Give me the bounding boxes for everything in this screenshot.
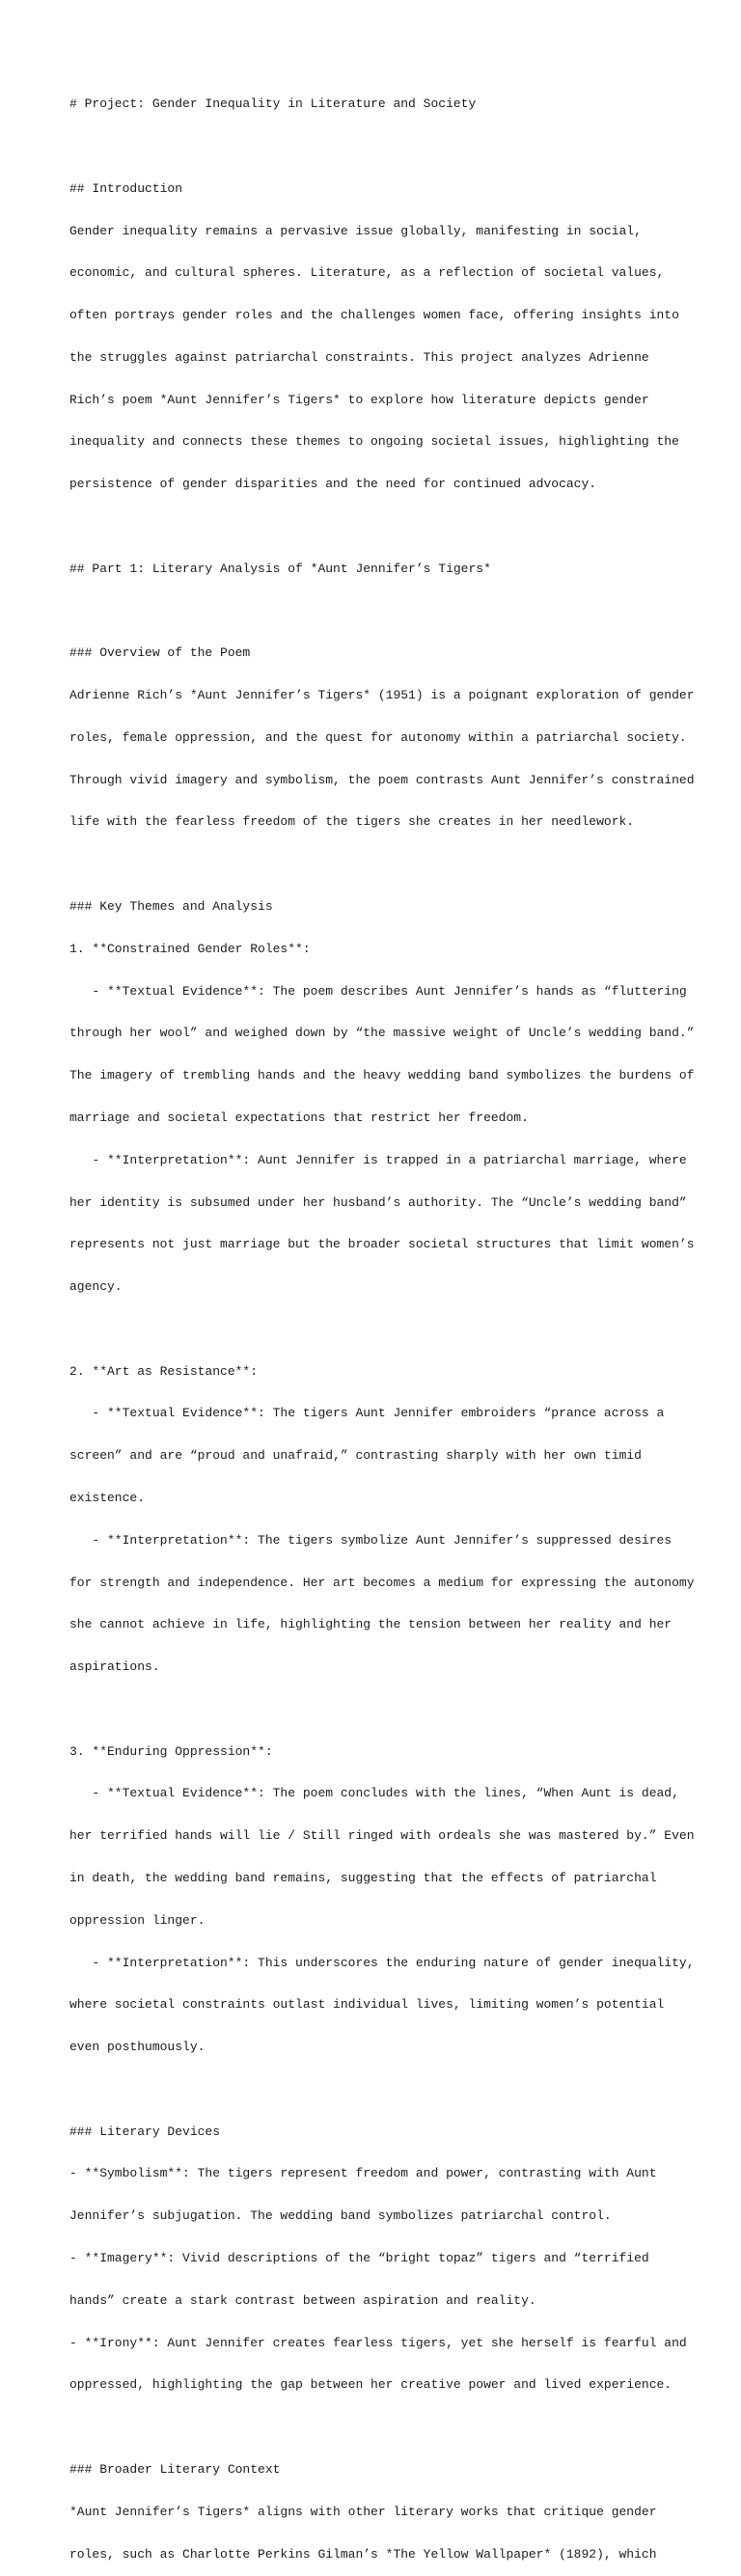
paragraph-line: - **Irony**: Aunt Jennifer creates fearless tigers, yet she herself is fearful and xyxy=(69,2335,687,2350)
list-item-heading: 1. **Constrained Gender Roles**: xyxy=(69,941,311,956)
paragraph-line: The imagery of trembling hands and the heavy wedding band symbolizes the burdens of xyxy=(69,1068,695,1083)
blank-line xyxy=(69,858,687,872)
paragraph-line: her terrified hands will lie / Still ringed with ordeals she was mastered by.” Even xyxy=(69,1828,695,1844)
paragraph-line: in death, the wedding band remains, suggesting that the effects of patriarchal xyxy=(69,1871,657,1885)
paragraph-line: the struggles against patriarchal constraints. This project analyzes Adrienne xyxy=(69,349,649,365)
paragraph-line: persistence of gender disparities and the need for continued advocacy. xyxy=(69,477,597,492)
blank-line xyxy=(69,1703,687,1717)
paragraph-line: - **Interpretation**: This underscores the enduring nature of gender inequality, xyxy=(69,1955,695,1970)
paragraph-line: marriage and societal expectations that restrict her freedom. xyxy=(69,1110,529,1125)
blank-line xyxy=(69,520,687,534)
paragraph-line: through her wool” and weighed down by “the massive weight of Uncle’s wedding band.” xyxy=(69,1026,695,1041)
paragraph-line: roles, female oppression, and the quest for autonomy within a patriarchal society. xyxy=(69,729,687,745)
paragraph-line: roles, such as Charlotte Perkins Gilman’s *The Yellow Wallpaper* (1892), which xyxy=(69,2546,657,2562)
list-item-heading: 3. **Enduring Oppression**: xyxy=(69,1743,273,1759)
paragraph-line: her identity is subsumed under her husband’s authority. The “Uncle’s wedding band” xyxy=(69,1194,687,1210)
subheading-overview: ### Overview of the Poem xyxy=(69,645,251,661)
paragraph-line: Through vivid imagery and symbolism, the poem contrasts Aunt Jennifer’s constrained xyxy=(69,772,695,787)
paragraph-line: often portrays gender roles and the challenges women face, offering insights into xyxy=(69,308,679,323)
paragraph-line: for strength and independence. Her art becomes a medium for expressing the autonomy xyxy=(69,1575,695,1590)
paragraph-line: she cannot achieve in life, highlighting the tension between her reality and her xyxy=(69,1617,672,1632)
subheading-broader-context: ### Broader Literary Context xyxy=(69,2461,281,2477)
paragraph-line: - **Symbolism**: The tigers represent freedom and power, contrasting with Aunt xyxy=(69,2166,657,2181)
paragraph-line: even posthumously. xyxy=(69,2040,206,2055)
document-body xyxy=(69,69,695,2576)
list-item-heading: 2. **Art as Resistance**: xyxy=(69,1363,259,1379)
paragraph-line: Jennifer’s subjugation. The wedding band symbolizes patriarchal control. xyxy=(69,2208,612,2224)
paragraph-line: hands” create a stark contrast between aspiration and reality. xyxy=(69,2292,536,2308)
paragraph-line: agency. xyxy=(69,1279,123,1295)
section-heading-introduction: ## Introduction xyxy=(69,180,183,196)
paragraph-line: - **Textual Evidence**: The tigers Aunt Jennifer embroiders “prance across a xyxy=(69,1406,665,1421)
paragraph-line: existence. xyxy=(69,1490,146,1505)
paragraph-line: represents not just marriage but the broader societal structures that limit women’s xyxy=(69,1237,695,1252)
paragraph-line: life with the fearless freedom of the tigers she creates in her needlework. xyxy=(69,814,635,830)
paragraph-line: Adrienne Rich’s *Aunt Jennifer’s Tigers* (1951) is a poignant exploration of gender xyxy=(69,688,695,703)
blank-line xyxy=(69,1323,687,1337)
paragraph-line: economic, and cultural spheres. Literature, as a reflection of societal values, xyxy=(69,265,665,281)
paragraph-line: - **Interpretation**: Aunt Jennifer is trapped in a patriarchal marriage, where xyxy=(69,1152,687,1167)
paragraph-line: - **Textual Evidence**: The poem concludes with the lines, “When Aunt is dead, xyxy=(69,1786,679,1801)
paragraph-line: oppressed, highlighting the gap between her creative power and lived experience. xyxy=(69,2377,672,2393)
paragraph-line: Rich’s poem *Aunt Jennifer’s Tigers* to explore how literature depicts gender xyxy=(69,392,649,407)
paragraph-line: inequality and connects these themes to ongoing societal issues, highlighting the xyxy=(69,434,679,450)
paragraph-line: *Aunt Jennifer’s Tigers* aligns with other literary works that critique gender xyxy=(69,2504,657,2519)
blank-line xyxy=(69,2421,687,2435)
paragraph-line: Gender inequality remains a pervasive issue globally, manifesting in social, xyxy=(69,223,642,238)
blank-line xyxy=(69,140,687,154)
project-title: # Project: Gender Inequality in Literature and Society xyxy=(69,96,477,112)
paragraph-line: - **Imagery**: Vivid descriptions of the “bright topaz” tigers and “terrified xyxy=(69,2251,649,2266)
paragraph-line: oppression linger. xyxy=(69,1912,206,1928)
paragraph-line: where societal constraints outlast individual lives, limiting women’s potential xyxy=(69,1997,665,2013)
blank-line xyxy=(69,605,687,619)
paragraph-line: screen” and are “proud and unafraid,” contrasting sharply with her own timid xyxy=(69,1448,642,1464)
subheading-key-themes: ### Key Themes and Analysis xyxy=(69,899,273,915)
subheading-literary-devices: ### Literary Devices xyxy=(69,2124,221,2139)
paragraph-line: aspirations. xyxy=(69,1659,160,1675)
paragraph-line: - **Textual Evidence**: The poem describes Aunt Jennifer’s hands as “fluttering xyxy=(69,983,687,999)
blank-line xyxy=(69,2083,687,2097)
section-heading-part1: ## Part 1: Literary Analysis of *Aunt Jennifer’s Tigers* xyxy=(69,561,491,576)
paragraph-line: - **Interpretation**: The tigers symbolize Aunt Jennifer’s suppressed desires xyxy=(69,1532,672,1548)
